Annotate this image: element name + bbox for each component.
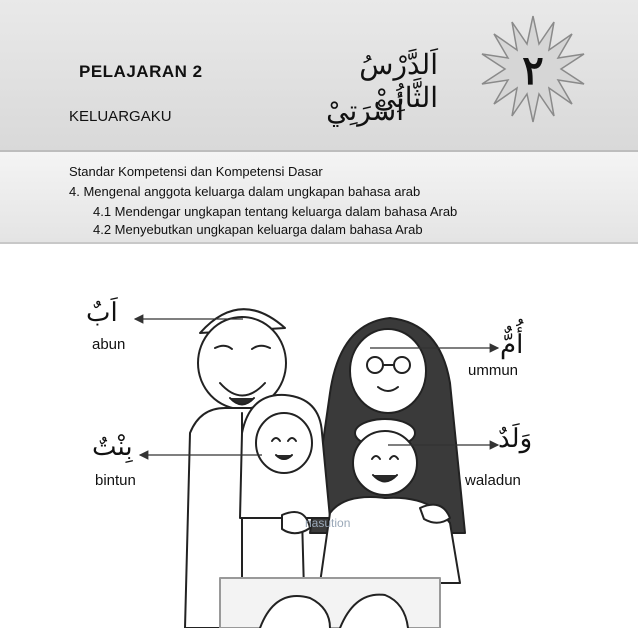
label-mother-arabic: أُمٌّ: [500, 330, 524, 360]
badge-number: ٢: [522, 47, 544, 94]
watermark: nasution: [305, 516, 351, 530]
competence-point: 4. Mengenal anggota keluarga dalam ungkapan bahasa arab: [69, 184, 421, 199]
lesson-topic: KELUARGAKU: [69, 108, 172, 125]
label-daughter: bintun: [95, 472, 136, 489]
label-mother: ummun: [468, 362, 519, 379]
family-illustration: [180, 283, 480, 628]
lesson-header: [0, 0, 638, 152]
label-father-arabic: اَبٌ: [86, 298, 118, 328]
arabic-lesson-title: اَلدَّرْسُ الثَّانِيْ: [359, 48, 438, 114]
competence-heading: Standar Kompetensi dan Kompetensi Dasar: [69, 164, 323, 179]
star-badge-icon: [478, 14, 588, 124]
competence-sub-2: 4.2 Menyebutkan ungkapan keluarga dalam bahasa Arab: [93, 222, 423, 237]
label-daughter-arabic: بِنْتٌ: [92, 432, 133, 462]
label-father: abun: [92, 336, 126, 353]
competence-sub-1: 4.1 Mendengar ungkapan tentang keluarga dalam bahasa Arab: [93, 204, 458, 219]
arabic-topic-title: أُسْرَتِيْ: [326, 94, 404, 127]
lesson-number: PELAJARAN 2: [79, 62, 203, 81]
label-son: waladun: [465, 472, 521, 489]
competence-band: [0, 152, 638, 244]
label-son-arabic: وَلَدٌ: [498, 424, 533, 454]
